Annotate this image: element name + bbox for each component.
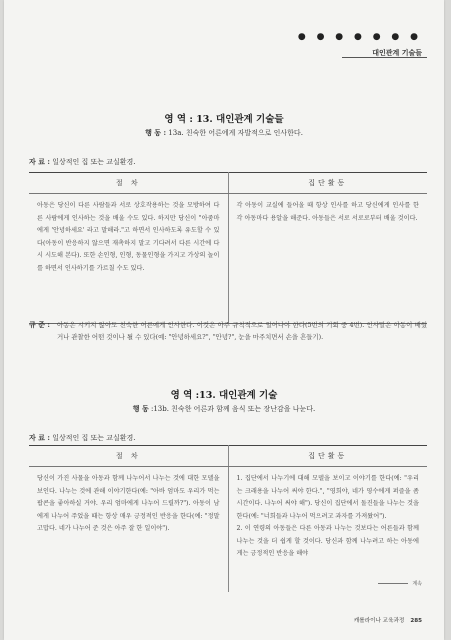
section-1-title: 영 역 : 13. 대인관계 기술들 [164, 114, 284, 125]
continued-text: 계속 [412, 581, 422, 587]
section-2-material [29, 433, 136, 443]
section-2-title: 영 역 :13. 대인관계 기술 [170, 390, 278, 401]
section-1-material-label: 자 료 : [29, 157, 50, 166]
footer-book-title: 캐롤라이나 교육과정 [353, 618, 405, 624]
section-2-material-text: 일상적인 집 또는 교실환경. [52, 434, 136, 442]
section-2-activity-table [29, 445, 427, 592]
section-2-col-group: 집단활동 [228, 446, 427, 467]
document-page [4, 0, 444, 640]
section-2-col-procedure: 절 차 [29, 446, 228, 467]
section-1-procedure-text: 아동은 당신이 다른 사람들과 서로 상호작용하는 것을 모방하여 다른 사람에게 인사하는 것을 배울 수도 있다. 하지만 당신이 "아줌마에게 '안녕하세요' 라고 말해라."고 하면서 인사하도록 유도할 수 있다(아동이 반응하지 않으면 재촉하지 말고 기다려서 다른 시간에 다시 시도해 본다). 또한 손인형, 인형, 동물인형을 가지고 가상의 놀이를 하면서 인사하기를 가르칠 수도 있다. [29, 194, 228, 324]
section-1-material-text: 일상적인 집 또는 교실환경. [52, 158, 136, 166]
section-1-rule [29, 319, 427, 343]
header-rule [342, 57, 427, 58]
section-1-col-procedure: 절 차 [29, 173, 228, 194]
section-2-goal-text: :13b. 친숙한 어른과 함께 음식 또는 장난감을 나눈다. [150, 405, 316, 413]
section-1-material [29, 157, 136, 167]
rule-text: 아동은 시키지 않아도 친숙한 어른에게 인사한다. 이것은 아주 규칙적으로 일어나야 한다(5번의 기회 중 4번). 인사말은 아동이 배웠거나 관찰한 어떤 것이나 될 수 있다(예: "안녕하세요?", "안녕?", 눈을 마주치면서 손을 흔들기). [57, 321, 427, 341]
page-footer [354, 616, 422, 624]
continued-dash [378, 583, 408, 584]
section-1-goal-text: 13a. 친숙한 어른에게 자발적으로 인사한다. [168, 129, 303, 137]
section-1-goal [4, 128, 444, 138]
running-head: 대인관계 기술들 [372, 49, 422, 57]
section-1-col-group: 집단활동 [228, 173, 427, 194]
continued-marker [378, 580, 422, 587]
section-2-group-text: 1. 집단에서 나누기에 대해 모델을 보이고 이야기를 한다(예: "우리는 크래용을 나누어 써야 한다.", "영희야, 네가 영수에게 퍼즐을 좀 시간이다. 나누어 써야 해"). 당신이 집단에서 돌진들을 나누는 것을 한다(예: "너희들과 나누어 먹으려고 과자를 가져왔어"). 2. 이 연령의 아동들은 다른 아동과 나누는 것보다는 어른들과 함께 나누는 것을 더 쉽게 할 것이다. 당신과 함께 나누려고 하는 아동에게는 긍정적인 반응을 해야 [236, 475, 419, 557]
section-2-material-label: 자 료 : [29, 433, 50, 442]
section-2-procedure-text: 당신이 가진 사물을 아동과 함께 나누어서 나누는 것에 대한 모델을 보인다. 나누는 것에 관해 이야기한다(예: "아바 엄마도 우리가 먹는 팝콘을 좋아하실 거야. 우리 엄마에게 나누어 드릴까?"). 아동이 남에게 나누어 주었을 때는 항상 매우 긍정적인 반응을 한다(예: "정말 고맙다. 네가 나누어 준 것은 아주 잘 한 일이야"). [29, 467, 228, 593]
section-2-goal [4, 404, 444, 414]
page-number: 285 [410, 618, 422, 624]
rule-label: 규 준 : [29, 320, 50, 329]
section-1-group-text: 각 아동이 교실에 들어올 때 항상 인사를 하고 당신에게 인사를 한 각 아동마다 용알을 해준다. 아동들은 서로 서로로부터 배울 것이다. [228, 194, 427, 324]
decorative-dots: ● ● ● ● ● ● ● [297, 32, 422, 42]
section-2-goal-label: 행 동 [132, 404, 149, 413]
section-1-goal-label: 행 동 : [145, 128, 167, 137]
section-1-activity-table [29, 172, 427, 324]
